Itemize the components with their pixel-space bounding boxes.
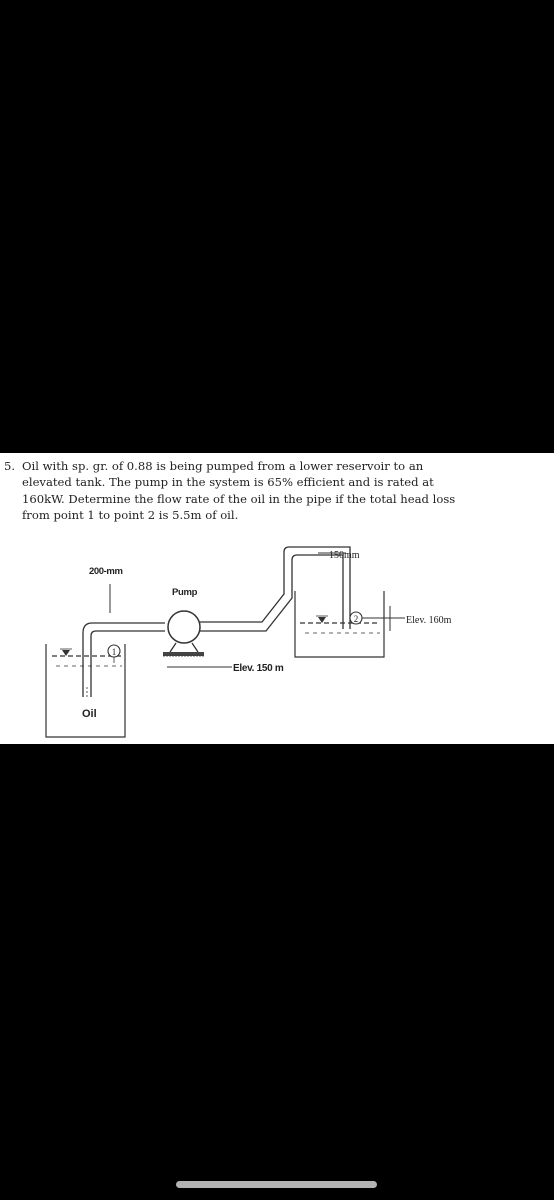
suction-pipe [83,623,165,699]
pump-system-diagram [0,453,554,744]
problem-line-4: from point 1 to point 2 is 5.5m of oil. [22,507,239,522]
suction-pipe-outer [83,623,165,697]
tank-level-symbol [318,617,326,623]
water-level-symbol [62,650,70,656]
problem-line-2: elevated tank. The pump in the system is 65% efficient and is rated at [22,475,434,490]
reservoir-walls [46,644,125,737]
point-2-label: 2 [353,614,359,624]
problem-line-3: 160kW. Determine the flow rate of the oil in the pipe if the total head loss [22,491,456,506]
pump-elevation-label: Elev. 150 m [233,663,284,674]
lower-reservoir [46,644,125,737]
suction-pipe-size-label: 200-mm [89,566,123,577]
suction-pipe-inner [91,631,165,697]
pump-symbol [163,611,204,656]
point-2-marker [350,606,405,631]
problem-panel [0,453,554,744]
home-indicator[interactable] [176,1181,377,1188]
elevated-tank [295,591,384,657]
oil-label: Oil [82,708,97,720]
tank-walls [295,591,384,657]
point-1-label: 1 [111,647,117,657]
pump-base [163,652,204,656]
problem-number: 5. [4,459,16,473]
discharge-pipe-outer [200,547,350,629]
discharge-pipe [200,547,350,631]
point-1-marker [108,645,120,663]
problem-line-1: Oil with sp. gr. of 0.88 is being pumped from a lower reservoir to an [22,459,424,473]
point-2-elevation-label: Elev. 160m [406,615,452,626]
discharge-pipe-size-label: 150mm [329,550,360,561]
pump-body [168,611,200,643]
pump-label: Pump [172,587,198,598]
